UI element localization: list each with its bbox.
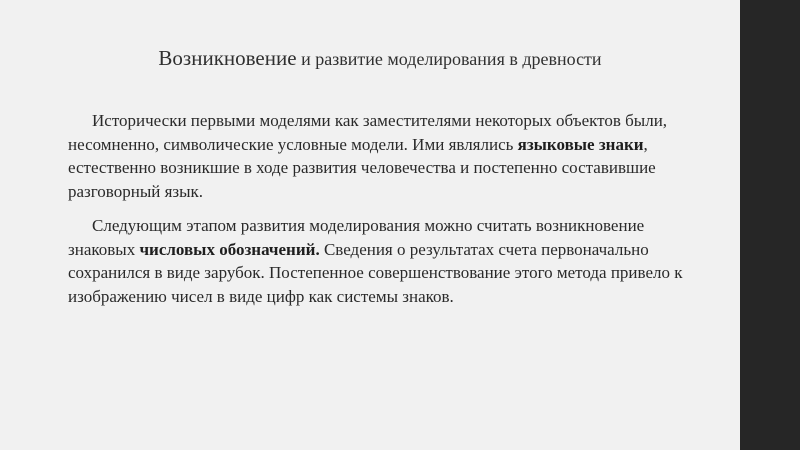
paragraph-symbolic-models xyxy=(68,109,698,203)
paragraph-1-bold-term: языковые знаки xyxy=(517,134,644,154)
paragraph-numeric-notation xyxy=(68,214,698,308)
paragraph-2-text-end: Сведения о результатах счета первоначально сохранился в виде зарубок. Постепенное совершенствование этого метода привело к изображению чисел в виде цифр как системы знаков. xyxy=(68,239,683,306)
paragraph-1-text-end: , естественно возникшие в ходе развития человечества и постепенно составившие разговорный язык. xyxy=(68,134,656,201)
slide-title-rest: и развитие моделирования в древности xyxy=(296,49,602,69)
slide-title-first-word: Возникновение xyxy=(158,46,297,70)
slide-title xyxy=(60,44,700,73)
paragraph-2-bold-term: числовых обозначений. xyxy=(139,239,320,259)
paragraph-2-text-start: Следующим этапом развития моделирования можно считать возникновение знаковых xyxy=(68,216,645,259)
dark-side-bar xyxy=(740,0,800,450)
paragraph-1-text-start: Исторически первыми моделями как заместителями некоторых объектов были, несомненно, символические условные модели. Ими являлись xyxy=(68,111,668,154)
